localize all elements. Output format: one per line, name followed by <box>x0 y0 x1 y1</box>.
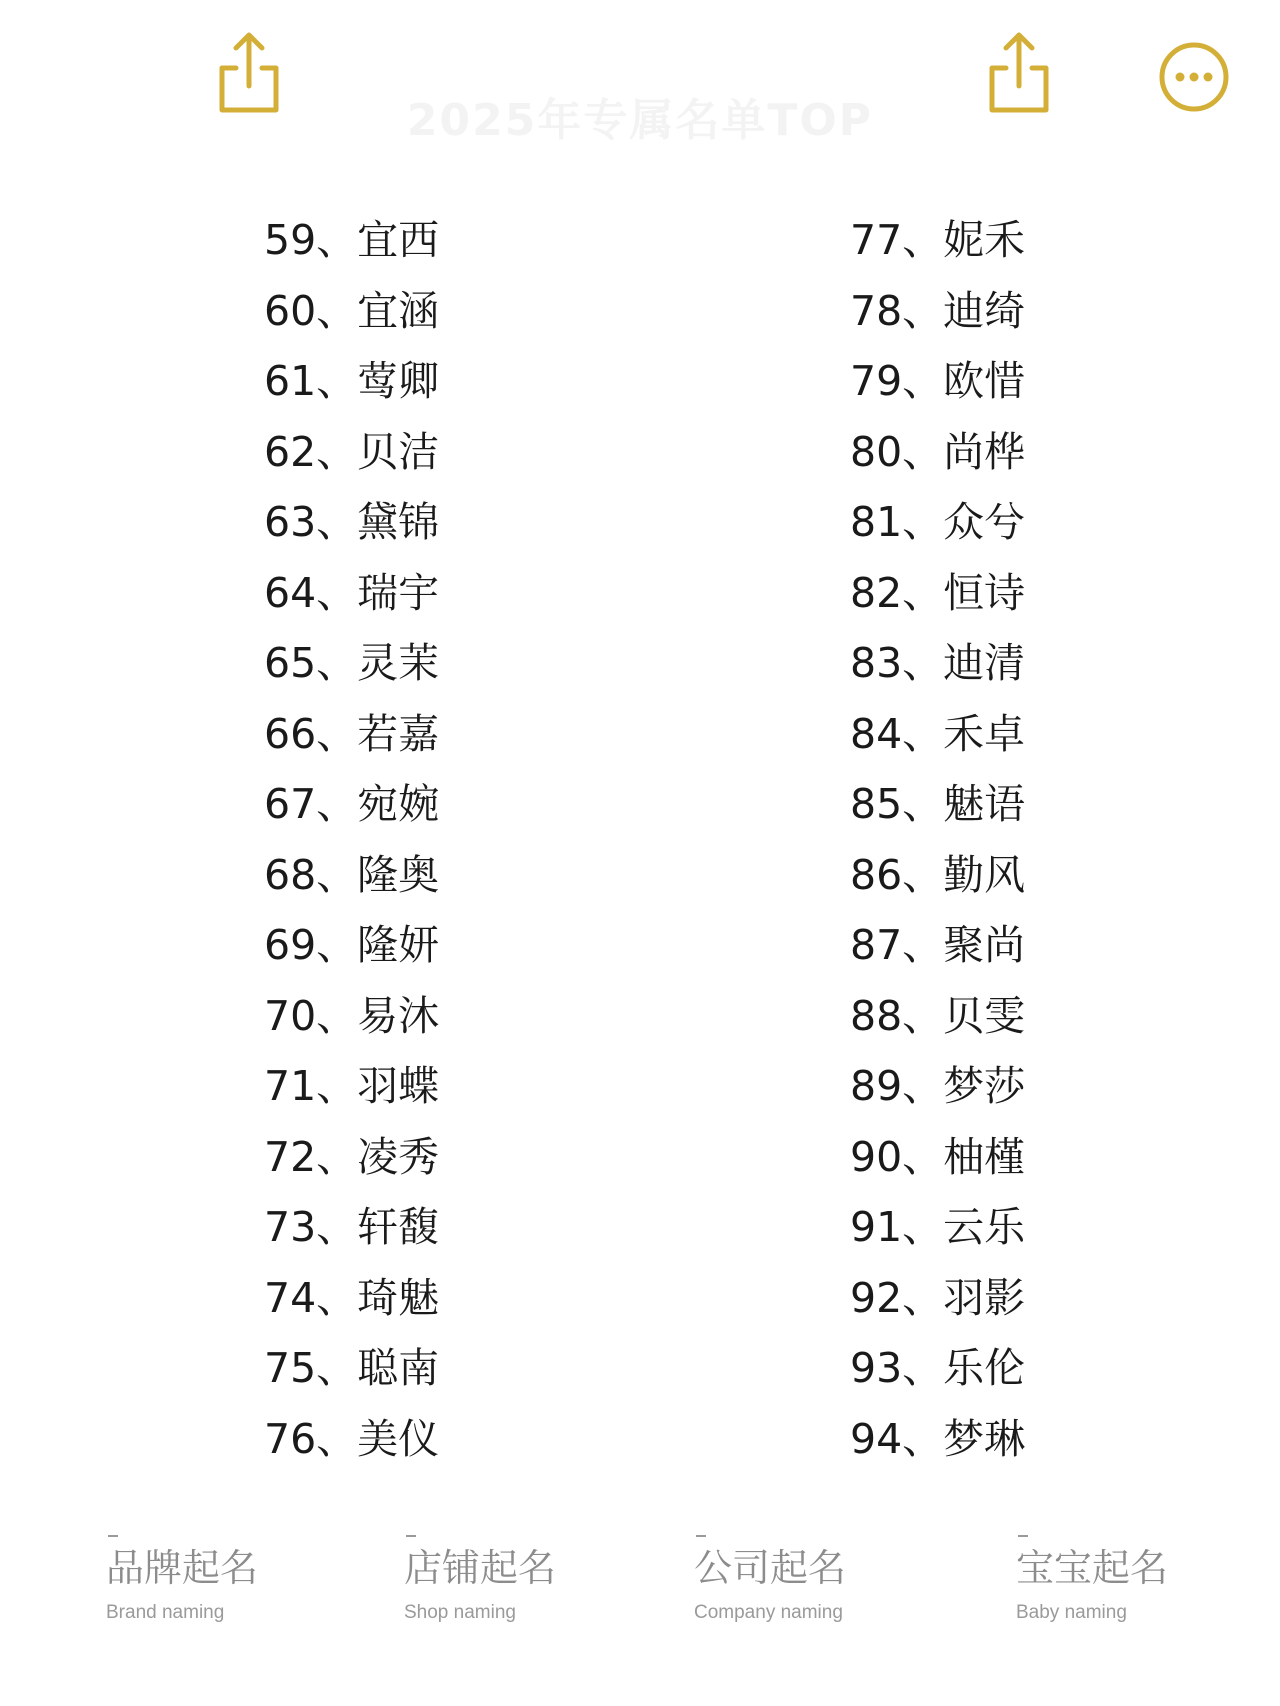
name-item: 89、梦莎 <box>850 1062 1026 1110</box>
share-button-right[interactable] <box>984 30 1054 118</box>
name-item: 61、莺卿 <box>264 357 440 405</box>
footer-item-label-en: Baby naming <box>1016 1602 1127 1623</box>
footer-item-baby-naming[interactable] <box>1016 1535 1168 1627</box>
name-item: 69、隆妍 <box>264 921 440 969</box>
name-item: 70、易沐 <box>264 991 440 1040</box>
footer-item-label-en: Shop naming <box>404 1602 516 1623</box>
name-list-right <box>850 205 1025 1474</box>
name-item: 88、贝雯 <box>850 991 1026 1040</box>
name-item: 94、梦琳 <box>850 1414 1026 1463</box>
name-item: 68、隆奥 <box>264 850 440 899</box>
name-item: 84、禾卓 <box>850 709 1026 758</box>
name-item: 90、柚槿 <box>850 1132 1026 1181</box>
name-item: 73、轩馥 <box>264 1203 440 1251</box>
faded-title: 2025年专属名单TOP <box>406 95 874 146</box>
name-item: 63、黛锦 <box>264 498 440 546</box>
name-item: 78、迪绮 <box>850 286 1026 335</box>
footer-item-shop-naming[interactable] <box>404 1535 556 1627</box>
footer-item-brand-naming[interactable] <box>106 1535 258 1627</box>
dash-divider <box>696 1535 706 1537</box>
name-item: 74、琦魅 <box>264 1273 440 1322</box>
name-item: 77、妮禾 <box>850 216 1026 264</box>
dash-divider <box>1018 1535 1028 1537</box>
name-item: 60、宜涵 <box>264 286 440 335</box>
name-item: 81、众兮 <box>850 498 1026 546</box>
name-item: 65、灵茉 <box>264 639 440 687</box>
dash-divider <box>108 1535 118 1537</box>
name-item: 64、瑞宇 <box>264 568 440 617</box>
name-item: 83、迪清 <box>850 639 1026 687</box>
name-item: 76、美仪 <box>264 1414 440 1463</box>
more-icon <box>1157 40 1231 114</box>
footer-item-label-en: Brand naming <box>106 1602 225 1623</box>
name-item: 66、若嘉 <box>264 709 440 758</box>
name-item: 93、乐伦 <box>850 1344 1026 1392</box>
name-item: 59、宜西 <box>264 216 440 264</box>
footer-item-label-zh: 宝宝起名 <box>1016 1546 1169 1590</box>
footer-item-label-zh: 公司起名 <box>694 1546 847 1590</box>
footer-item-company-naming[interactable] <box>694 1535 846 1627</box>
footer-item-label-en: Company naming <box>694 1602 843 1623</box>
name-list-left <box>264 205 439 1474</box>
name-item: 82、恒诗 <box>850 568 1026 617</box>
name-item: 85、魅语 <box>850 780 1026 828</box>
name-item: 87、聚尚 <box>850 921 1026 969</box>
footer-nav <box>0 1535 1280 1655</box>
name-item: 72、凌秀 <box>264 1132 440 1181</box>
footer-item-label-zh: 品牌起名 <box>106 1546 259 1590</box>
dash-divider <box>406 1535 416 1537</box>
name-item: 71、羽蝶 <box>264 1062 440 1110</box>
name-item: 79、欧惜 <box>850 357 1026 405</box>
name-item: 86、勤风 <box>850 850 1026 899</box>
share-icon <box>984 30 1054 118</box>
name-item: 62、贝洁 <box>264 427 440 476</box>
name-item: 75、聪南 <box>264 1344 440 1392</box>
name-item: 67、宛婉 <box>264 780 440 828</box>
footer-item-label-zh: 店铺起名 <box>404 1546 557 1590</box>
name-item: 92、羽影 <box>850 1273 1026 1322</box>
name-item: 80、尚桦 <box>850 427 1026 476</box>
more-button[interactable] <box>1157 40 1231 114</box>
name-item: 91、云乐 <box>850 1203 1026 1251</box>
